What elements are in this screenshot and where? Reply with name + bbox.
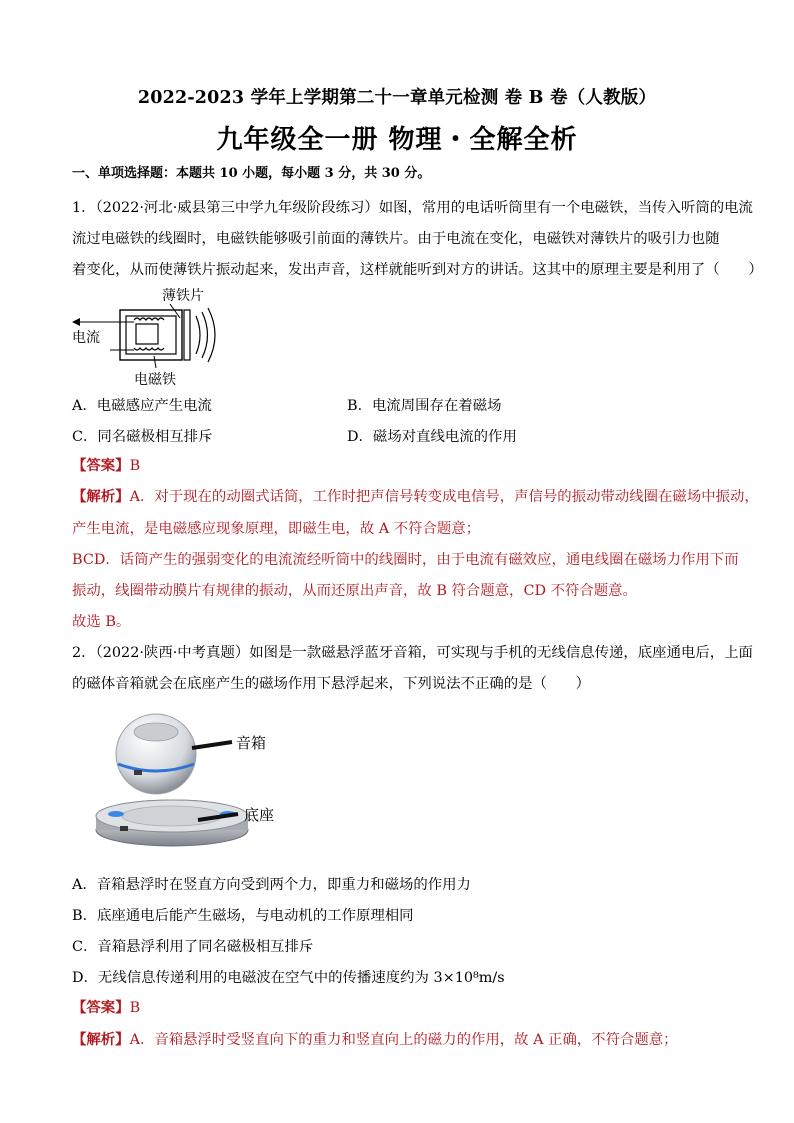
q1-analysis-line-1	[72, 487, 759, 507]
analysis-text: A．音箱悬浮时受竖直向下的重力和竖直向上的磁力的作用，故 A 正确，不符合题意；	[129, 1032, 678, 1048]
q1-analysis-line-5: 故选 B。	[72, 614, 131, 630]
q1-line-1: 1．（2022·河北·威县第三中学九年级阶段练习）如图，常用的电话听筒里有一个电磁铁，当传入听筒的电流	[72, 200, 753, 216]
q2-option-b: B．底座通电后能产生磁场，与电动机的工作原理相同	[72, 908, 414, 924]
q2-option-a: A．音箱悬浮时在竖直方向受到两个力，即重力和磁场的作用力	[72, 877, 471, 893]
q1-line-2: 流过电磁铁的线圈时，电磁铁能够吸引前面的薄铁片。由于电流在变化，电磁铁对薄铁片的吸引力也随	[72, 231, 720, 247]
exam-title: 2022-2023 学年上学期第二十一章单元检测 卷 B 卷（人教版）	[137, 88, 657, 108]
section-heading: 一、单项选择题：本题共 10 小题，每小题 3 分，共 30 分。	[72, 166, 431, 181]
q2-option-c: C．音箱悬浮利用了同名磁极相互排斥	[72, 939, 314, 955]
analysis-tag: 【解析】	[72, 1031, 130, 1048]
q1-option-b: B．电流周围存在着磁场	[347, 398, 502, 414]
exam-subtitle: 九年级全一册 物理・全解全析	[216, 125, 578, 155]
label-iron-sheet: 薄铁片	[162, 288, 204, 304]
q1-answer	[72, 456, 732, 476]
electromagnet-figure	[70, 282, 230, 390]
q1-option-a: A．电磁感应产生电流	[72, 398, 212, 414]
q2-line-1: 2．（2022·陕西·中考真题）如图是一款磁悬浮蓝牙音箱，可实现与手机的无线信息传递，底座通电后，上面	[72, 645, 753, 661]
analysis-tag: 【解析】	[72, 488, 130, 505]
answer-value: B	[129, 458, 141, 474]
q1-analysis-line-2: 产生电流，是电磁感应现象原理，即磁生电，故 A 不符合题意；	[72, 521, 481, 537]
q1-line-3: 着变化，从而使薄铁片振动起来，发出声音，这样就能听到对方的讲话。这其中的原理主要是利用了（ ）	[72, 262, 763, 278]
q1-analysis-line-4: 振动，线圈带动膜片有规律的振动，从而还原出声音，故 B 符合题意，CD 不符合题意。	[72, 583, 637, 599]
q1-option-c: C．同名磁极相互排斥	[72, 429, 213, 445]
label-base: 底座	[244, 806, 275, 824]
answer-value: B	[129, 1000, 141, 1016]
q2-analysis-line-1	[72, 1030, 732, 1050]
analysis-text: A．对于现在的动圈式话筒，工作时把声信号转变成电信号，声信号的振动带动线圈在磁场中振动，	[129, 489, 759, 505]
answer-tag: 【答案】	[72, 457, 130, 474]
q1-option-d: D．磁场对直线电流的作用	[347, 429, 517, 445]
label-speaker: 音箱	[236, 734, 267, 752]
label-current: 电流	[72, 330, 100, 346]
q2-line-2: 的磁体音箱就会在底座产生的磁场作用下悬浮起来，下列说法不正确的是（ ）	[72, 676, 591, 692]
answer-tag: 【答案】	[72, 999, 130, 1016]
q1-analysis-line-3: BCD．话筒产生的强弱变化的电流流经听筒中的线圈时，由于电流有磁效应，通电线圈在磁场力作用下而	[72, 552, 739, 568]
label-electromagnet: 电磁铁	[134, 372, 176, 388]
q2-answer	[72, 998, 732, 1018]
maglev-speaker-figure	[92, 712, 322, 862]
q2-option-d: D．无线信息传递利用的电磁波在空气中的传播速度约为 3×10⁸m/s	[72, 970, 505, 986]
